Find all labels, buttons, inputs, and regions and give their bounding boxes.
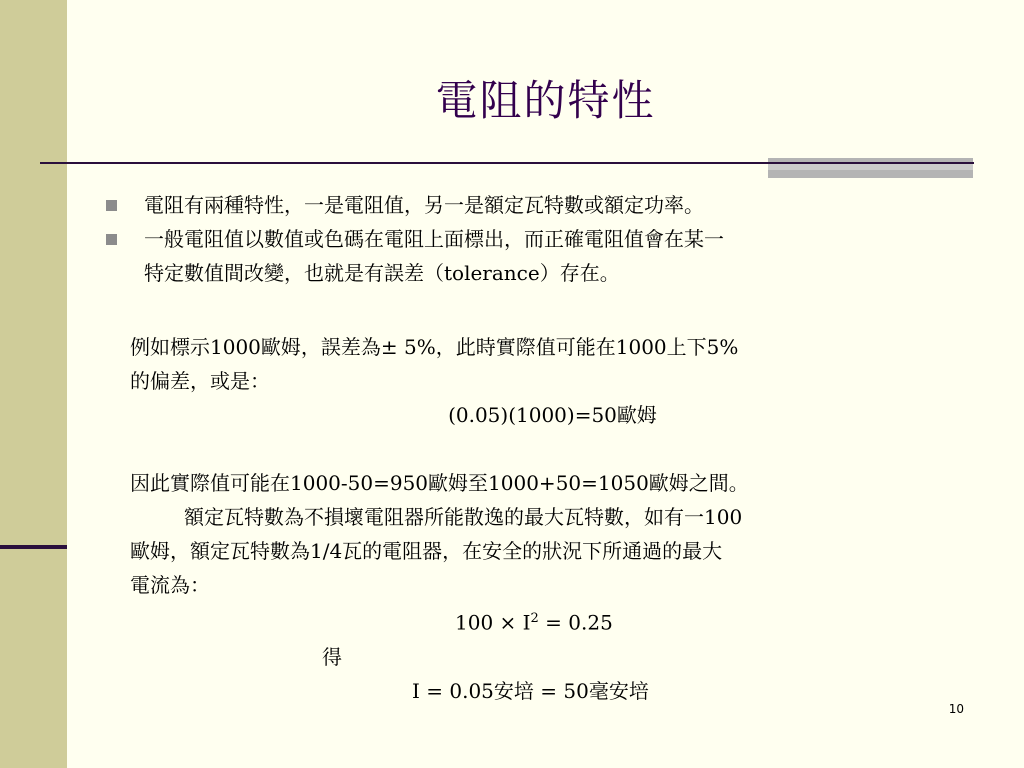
square-bullet-icon	[106, 234, 117, 245]
rating-line: 歐姆，額定瓦特數為1/4瓦的電阻器，在安全的狀況下所通過的最大	[130, 539, 723, 563]
title-rule-accent-inner	[768, 164, 973, 170]
power-formula-result: = 0.25	[538, 610, 613, 635]
title-rule	[40, 162, 974, 164]
spacer	[130, 432, 975, 466]
power-formula	[130, 602, 975, 640]
rating-line: 電流為：	[130, 573, 210, 597]
example-formula: (0.05)(1000)=50歐姆	[448, 403, 657, 427]
body-text	[130, 330, 975, 708]
square-bullet-icon	[106, 200, 117, 211]
bullet-text: 電阻有兩種特性，一是電阻值，另一是額定瓦特數或額定功率。	[144, 193, 704, 217]
bullet-item	[100, 222, 980, 290]
bullet-list	[100, 188, 980, 290]
formula-get-label: 得	[322, 644, 342, 669]
page-number: 10	[948, 702, 964, 716]
bullet-item	[100, 188, 980, 222]
example-line: 例如標示1000歐姆，誤差為± 5%，此時實際值可能在1000上下5%	[130, 335, 739, 359]
side-band	[0, 0, 67, 768]
power-formula-base: 100 × I	[455, 610, 531, 635]
slide-title: 電阻的特性	[435, 76, 656, 125]
range-line: 因此實際值可能在1000-50=950歐姆至1000+50=1050歐姆之間。	[130, 471, 749, 495]
side-divider	[0, 545, 67, 549]
example-line: 的偏差，或是：	[130, 369, 270, 393]
rating-line: 額定瓦特數為不損壞電阻器所能散逸的最大瓦特數，如有一100	[184, 505, 743, 529]
power-formula-exponent: 2	[530, 611, 539, 626]
current-formula: I = 0.05安培 = 50毫安培	[412, 678, 649, 703]
bullet-text: 一般電阻值以數值或色碼在電阻上面標出，而正確電阻值會在某一	[144, 227, 724, 251]
bullet-text-continued: 特定數值間改變，也就是有誤差（tolerance）存在。	[144, 261, 620, 285]
